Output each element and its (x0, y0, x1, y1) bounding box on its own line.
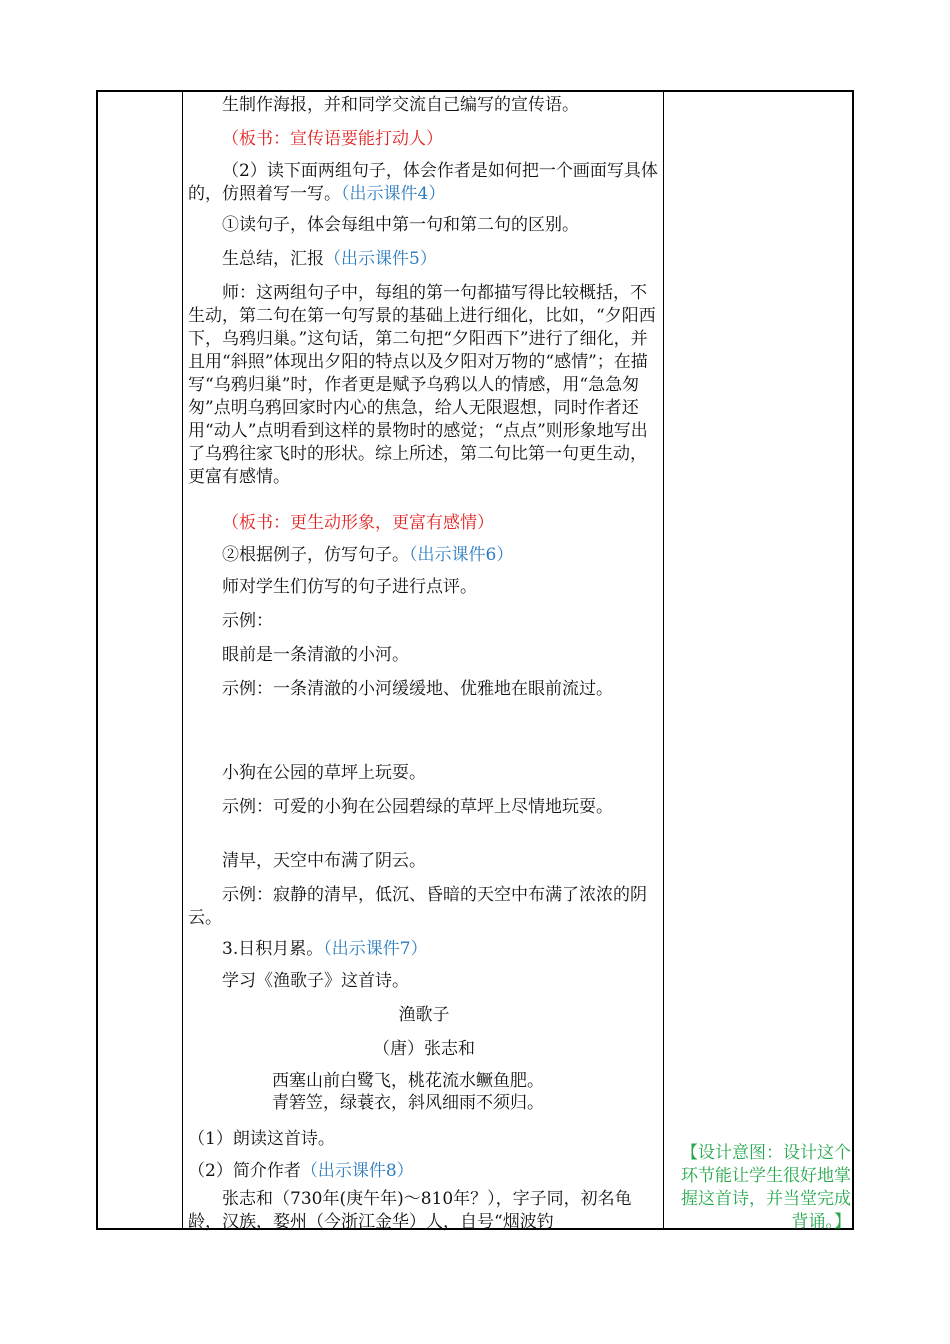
poem-title: 渔歌子 (398, 1005, 450, 1025)
example-sentence: 眼前是一条清澈的小河。 (222, 645, 409, 665)
courseware-note: （出示课件6） (409, 545, 514, 565)
paragraph: 生制作海报，并和同学交流自己编写的宣传语。 (222, 95, 579, 115)
column-divider-left (182, 92, 183, 1228)
paragraph: （2）读下面两组句子，体会作者是如何把一个画面写具体的，仿照着写一写。（出示课件4） (188, 161, 658, 204)
courseware-note: （出示课件4） (341, 184, 446, 204)
poem-line: 西塞山前白鹭飞，桃花流水鳜鱼肥。 (272, 1071, 544, 1091)
poem-line: 青箬笠，绿蓑衣，斜风细雨不须归。 (272, 1093, 544, 1113)
paragraph: ①读句子，体会每组中第一句和第二句的区别。 (222, 215, 579, 235)
design-intent-note: 【设计意图：设计这个环节能让学生很好地掌握这首诗，并当堂完成背诵。】 (681, 1143, 851, 1232)
column-divider-right (663, 92, 664, 1228)
paragraph: ②根据例子，仿写句子。（出示课件6） (222, 545, 514, 565)
courseware-note: （出示课件5） (324, 249, 437, 269)
paragraph: 学习《渔歌子》这首诗。 (222, 971, 409, 991)
board-note: （板书：宣传语要能打动人） (222, 129, 443, 149)
paragraph: （2）简介作者（出示课件8） (188, 1161, 414, 1181)
lesson-table (96, 90, 854, 1230)
example-sentence: 清早，天空中布满了阴云。 (222, 851, 426, 871)
paragraph: 生总结，汇报（出示课件5） (222, 249, 437, 269)
board-note: （板书：更生动形象，更富有感情） (222, 513, 494, 533)
paragraph: 示例： (222, 611, 273, 631)
author-intro: 张志和（730年(庚午年)～810年？），字子同，初名龟龄，汉族，婺州（今浙江金华）人，自号“烟波钓 (188, 1189, 632, 1232)
example-answer: 示例：可爱的小狗在公园碧绿的草坪上尽情地玩耍。 (222, 797, 613, 817)
paragraph: 师对学生们仿写的句子进行点评。 (222, 577, 477, 597)
courseware-note: （出示课件7） (323, 939, 428, 959)
example-answer: 示例：寂静的清早，低沉、昏暗的天空中布满了浓浓的阴云。 (188, 885, 647, 928)
paragraph: （1）朗读这首诗。 (188, 1129, 335, 1149)
example-answer: 示例：一条清澈的小河缓缓地、优雅地在眼前流过。 (222, 679, 613, 699)
poem-author: （唐）张志和 (373, 1039, 475, 1059)
example-sentence: 小狗在公园的草坪上玩耍。 (222, 763, 426, 783)
teacher-explanation: 师：这两组句子中，每组的第一句都描写得比较概括，不生动，第二句在第一句写景的基础上进行细化，比如，“夕阳西下，乌鸦归巢。”这句话，第二句把“夕阳西下”进行了细化，并且用“斜照”体现出夕阳的特点以及夕阳对万物的“感情”；在描写“乌鸦归巢”时，作者更是赋予乌鸦以人的情感，用“急急匆匆”点明乌鸦回家时内心的焦急，给人无限遐想，同时作者还用“动人”点明看到这样的景物时的感觉；“点点”则形象地写出了乌鸦往家飞时的形状。综上所述，第二句比第一句更生动，更富有感情。 (188, 283, 656, 487)
courseware-note: （出示课件8） (300, 1161, 414, 1181)
section-heading: 3.日积月累。（出示课件7） (222, 939, 428, 959)
